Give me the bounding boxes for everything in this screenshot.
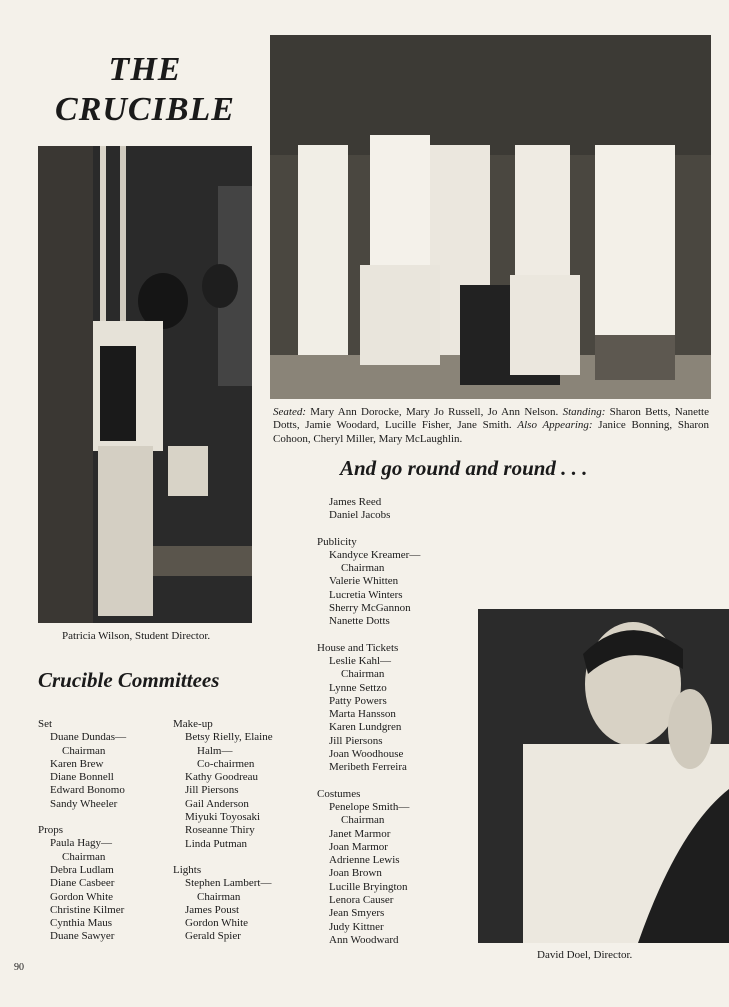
committee-member: Co-chairmen [197, 757, 255, 770]
committee-heading: Props [38, 824, 64, 837]
committee-member: Ann Woodward [329, 933, 399, 946]
committee-column-2 [173, 718, 273, 944]
committee-member: Chairman [341, 814, 385, 827]
committees-heading: Crucible Committees [38, 668, 220, 692]
committee-member: Edward Bonomo [50, 784, 125, 797]
committee-heading: House and Tickets [317, 641, 399, 654]
committee-member: Chairman [341, 562, 385, 575]
committee-member: Meribeth Ferreira [329, 761, 407, 774]
director-photo [478, 609, 729, 943]
committee-member: Lenora Causer [329, 894, 394, 907]
committee-member: Gail Anderson [185, 797, 249, 810]
committee-member: Sherry McGannon [329, 602, 411, 615]
committee-member: Duane Sawyer [50, 930, 115, 943]
cast-caption [273, 406, 709, 446]
committee-member: Lucretia Winters [329, 588, 403, 601]
round-heading: And go round and round . . . [340, 456, 588, 480]
list-spacer [317, 629, 420, 642]
committee-member: Janet Marmor [329, 827, 391, 840]
committee-member: Lucille Bryington [329, 880, 408, 893]
committee-member: Chairman [197, 890, 241, 903]
committee-member: Duane Dundas— [50, 731, 127, 744]
committee-member: Judy Kittner [329, 920, 384, 933]
committee-member: James Poust [185, 903, 240, 916]
page-number: 90 [14, 962, 24, 973]
committee-member: James Reed [329, 496, 382, 508]
committee-member: Gerald Spier [185, 930, 241, 943]
committee-member: Penelope Smith— [329, 800, 410, 813]
committee-member: Karen Lundgren [329, 721, 402, 734]
committee-member: Cynthia Maus [50, 917, 113, 930]
committee-member: Betsy Rielly, Elaine [185, 731, 273, 744]
committee-member: Gordon White [50, 890, 114, 903]
director-caption: David Doel, Director. [537, 949, 633, 961]
seated-label: Seated: [273, 406, 306, 418]
committee-heading: Make-up [173, 718, 213, 730]
committee-member: Nanette Dotts [329, 615, 390, 628]
committee-member: Jill Piersons [329, 734, 383, 747]
standing-label: Standing: [562, 406, 606, 418]
committee-member: Jill Piersons [185, 784, 239, 797]
student-director-caption: Patricia Wilson, Student Director. [62, 630, 211, 642]
committee-member: Kandyce Kreamer— [329, 548, 421, 561]
committee-member: Halm— [197, 744, 233, 757]
committee-heading: Lights [173, 863, 202, 876]
committee-heading: Costumes [317, 787, 361, 800]
committee-member: Roseanne Thiry [185, 824, 255, 837]
committee-member: Adrienne Lewis [329, 854, 400, 867]
committee-member: Lynne Settzo [329, 681, 387, 694]
committee-member: Karen Brew [50, 757, 104, 770]
committee-member: Diane Casbeer [50, 877, 115, 890]
committee-member: Joan Brown [329, 867, 382, 880]
standing-names: Sharon Betts, Nanette Dotts, Jamie Woodard, Lucille Fisher, Jane Smith. [273, 406, 709, 432]
also-appearing-label: Also Appearing: [517, 419, 593, 432]
student-director-photo [38, 146, 252, 623]
committee-heading: Publicity [317, 535, 357, 548]
committee-heading: Set [38, 718, 53, 730]
committee-member: Leslie Kahl— [329, 654, 392, 667]
committee-column-1 [38, 718, 126, 944]
committee-member: Gordon White [185, 917, 249, 930]
committee-member: Sandy Wheeler [50, 797, 118, 810]
list-spacer [38, 811, 126, 824]
committee-column-3 [317, 496, 420, 947]
committee-member: Chairman [62, 744, 106, 757]
title-line-2: CRUCIBLE [55, 91, 235, 128]
committee-member: Joan Woodhouse [329, 748, 404, 761]
committee-member: Joan Marmor [329, 840, 388, 853]
committee-member: Debra Ludlam [50, 863, 114, 876]
committee-member: Valerie Whitten [329, 575, 399, 588]
cast-photo [270, 35, 711, 399]
committee-member: Christine Kilmer [50, 903, 125, 916]
committee-member: Stephen Lambert— [185, 877, 272, 890]
committee-member: Kathy Goodreau [185, 771, 259, 784]
also-appearing-names: Janice Bonning, Sharon Cohoon, Cheryl Miller, Mary McLaughlin. [273, 419, 710, 445]
seated-names: Mary Ann Dorocke, Mary Jo Russell, Jo Ann Nelson. [305, 406, 563, 418]
list-spacer [173, 851, 273, 864]
committee-member: Miyuki Toyosaki [185, 811, 261, 824]
title-line-1: THE [108, 51, 182, 88]
committee-member: Daniel Jacobs [329, 509, 391, 522]
committee-member: Paula Hagy— [50, 837, 113, 850]
committee-member: Chairman [62, 850, 106, 863]
committee-member: Chairman [341, 668, 385, 681]
committee-member: Diane Bonnell [50, 771, 114, 784]
list-spacer [317, 523, 420, 536]
committee-member: Patty Powers [329, 694, 387, 707]
committee-member: Linda Putman [185, 837, 248, 850]
list-spacer [317, 775, 420, 788]
committee-member: Marta Hansson [329, 708, 396, 721]
committee-member: Jean Smyers [329, 907, 385, 920]
